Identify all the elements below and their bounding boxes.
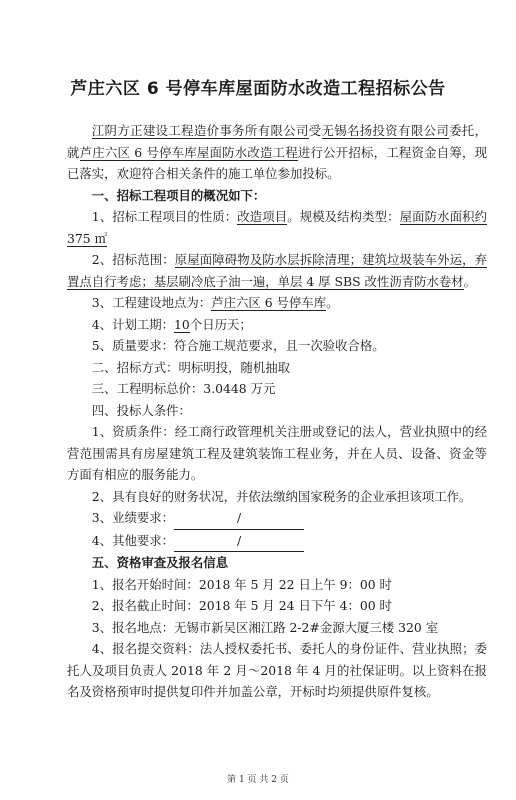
item-label: 4、计划工期： (91, 316, 175, 332)
section-line: 三、工程明标总价：3.0448 万元 (91, 381, 276, 396)
list-item (67, 292, 487, 314)
item-label: 2、招标范围： (91, 252, 175, 267)
intro-paragraph (67, 120, 487, 185)
item-label: 2、报名截止时间： (91, 598, 199, 613)
owner-name: 无锡名扬投资有限公司 (321, 123, 450, 138)
section-heading: 一、招标工程项目的概况如下： (91, 187, 266, 203)
section-line: 二、招标方式：明标明投，随机抽取 (91, 359, 291, 375)
list-item: 5、质量要求：符合施工规范要求，且一次验收合格。 (91, 338, 385, 353)
intro-text: 进行公开招标，工程资金自筹，现已落实，欢迎符合相关条件的施工单位参加投标。 (67, 144, 487, 181)
list-item (67, 530, 487, 553)
project-nature: 改造项目 (237, 209, 288, 224)
project-location: 芦庄六区 6 号停车库 (211, 295, 327, 310)
list-item (67, 314, 487, 336)
duration-days: 10 (174, 316, 190, 332)
page-title: 芦庄六区 6 号停车库屋面防水改造工程招标公告 (70, 79, 446, 99)
item-text: 。 (326, 295, 339, 310)
intro-text: 受 (308, 123, 322, 138)
item-text: 个日历天； (189, 316, 252, 332)
item-label: 3、报名地点： (91, 619, 175, 635)
list-item: 4、报名提交资料：法人授权委托书、委托人的身份证件、营业执照；委托人及项目负责人 2018 年 2 月～2018 年 4 月的社保证明。以上资料在报名及资格预审时提供复印件并加盖公章，开标时均须提供原件复核。 (67, 641, 487, 699)
list-item: 1、资质条件：经工商行政管理机关注册或登记的法人，营业执照中的经营范围需具有房屋建筑工程及建筑装饰工程业务，并在人员、设备、资金等方面有相应的服务能力。 (67, 424, 487, 482)
list-item (67, 249, 487, 292)
page-footer: 第 1 页 共 2 页 (227, 775, 289, 785)
list-item (67, 595, 487, 617)
section-heading: 五、资格审查及报名信息 (91, 555, 229, 570)
list-item (67, 507, 487, 530)
item-label: 3、工程建设地点为： (91, 295, 212, 310)
item-label: 3、业绩要求： (91, 510, 175, 525)
registration-deadline: 2018 年 5 月 24 日下午 4：00 时 (198, 598, 392, 613)
document-body (67, 120, 487, 703)
intro-text: 委托，就 (67, 123, 488, 160)
performance-blank: / (174, 507, 304, 530)
list-item (67, 617, 487, 639)
item-text: 。规模及结构类型： (287, 209, 400, 224)
item-label: 4、其他要求： (91, 532, 175, 548)
other-blank: / (174, 530, 304, 553)
section-heading: 四、投标人条件： (91, 402, 191, 418)
registration-location: 无锡市新吴区湘江路 2-2#金源大厦三楼 320 室 (174, 619, 439, 635)
item-label: 1、招标工程项目的性质： (91, 209, 238, 224)
list-item (67, 574, 487, 596)
list-item: 2、具有良好的财务状况，并依法缴纳国家税务的企业承担该项工作。 (91, 488, 472, 504)
agency-name: 江阴方正建设工程造价事务所有限公司 (91, 123, 309, 138)
item-label: 1、报名开始时间： (91, 576, 199, 592)
project-scale: 屋面防水面积约 375 ㎡ (67, 209, 488, 246)
item-text: 。 (463, 273, 477, 289)
list-item (67, 206, 487, 249)
bid-scope: 原屋面障碍物及防水层拆除清理；建筑垃圾装车外运，弃置点自行考虑；基层刷冷底子油一遍，单层 4 厚 SBS 改性沥青防水卷材 (67, 252, 487, 289)
registration-start: 2018 年 5 月 22 日上午 9：00 时 (198, 576, 392, 592)
project-name: 芦庄六区 6 号停车库屋面防水改造工程 (79, 144, 298, 160)
